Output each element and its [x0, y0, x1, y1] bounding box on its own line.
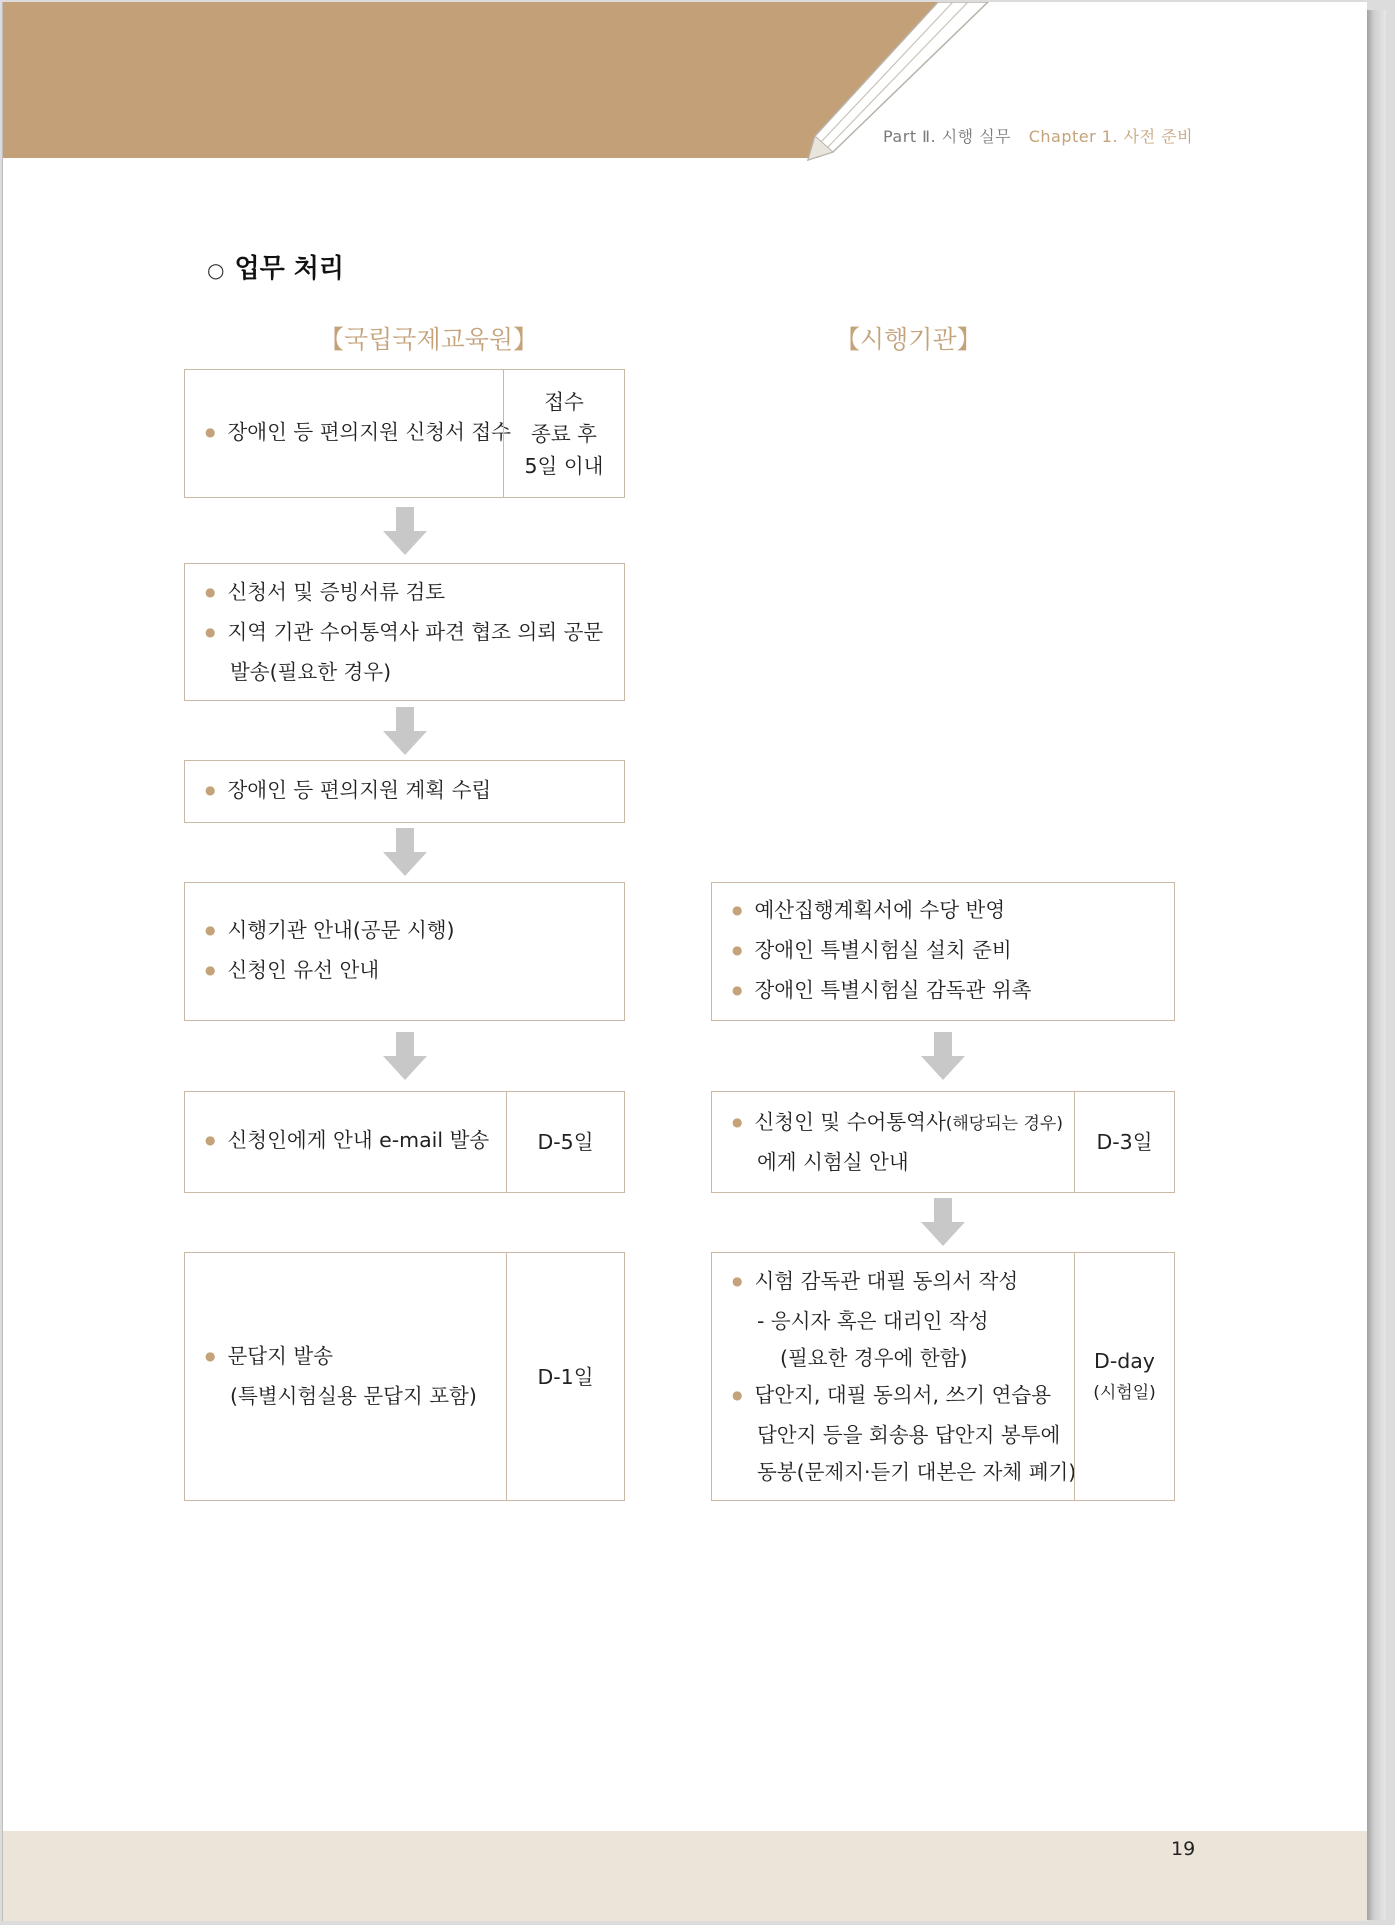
flow-step-exam-room-notice [711, 1091, 1175, 1193]
step-text: ● 장애인 등 편의지원 신청서 접수 [205, 414, 497, 454]
down-arrow-icon [921, 1032, 965, 1080]
timing-text: D-5일 [537, 1130, 594, 1154]
timing-text: D-3일 [1096, 1130, 1153, 1154]
down-arrow-icon [383, 1032, 427, 1080]
timing-text: D-day [1094, 1348, 1155, 1373]
step-text: (특별시험실용 문답지 포함) [230, 1384, 477, 1408]
step-text: ● 신청인 유선 안내 [205, 952, 618, 992]
step-text: ● 시행기관 안내(공문 시행) [205, 912, 618, 952]
running-header [883, 124, 1193, 147]
step-text: - 응시자 혹은 대리인 작성 [757, 1308, 989, 1333]
timing-text: 접수 [544, 389, 584, 414]
document-page [2, 2, 1367, 1921]
flow-step-institution-preparation [711, 882, 1175, 1021]
timing-text: (시험일) [1093, 1382, 1156, 1403]
step-text: ● 답안지, 대필 동의서, 쓰기 연습용 [732, 1377, 1068, 1417]
step-text: ● 문답지 발송 [205, 1338, 500, 1378]
step-text-note: (해당되는 경우) [945, 1113, 1063, 1134]
step-text: ● 장애인 특별시험실 설치 준비 [732, 932, 1168, 972]
step-text: ● 신청서 및 증빙서류 검토 [205, 574, 618, 614]
down-arrow-icon [921, 1198, 965, 1246]
step-text: ● 시험 감독관 대필 동의서 작성 [732, 1263, 1068, 1303]
step-text: 발송(필요한 경우) [230, 659, 392, 684]
section-title [207, 248, 344, 285]
step-text: 에게 시험실 안내 [757, 1149, 909, 1174]
step-text: ● 장애인 특별시험실 감독관 위촉 [732, 972, 1168, 1012]
step-text: (필요한 경우에 한함) [780, 1345, 968, 1370]
flow-step-support-plan [184, 760, 625, 823]
page-number: 19 [1171, 1838, 1196, 1860]
down-arrow-icon [383, 707, 427, 755]
timing-text: 5일 이내 [524, 453, 604, 478]
column-heading-left: 【국립국제교육원】 [319, 325, 539, 354]
page-edge-shadow [1366, 10, 1386, 1920]
step-text: 답안지 등을 회송용 답안지 봉투에 [757, 1422, 1061, 1447]
down-arrow-icon [383, 828, 427, 876]
down-arrow-icon [383, 507, 427, 555]
step-text: 동봉(문제지·듣기 대본은 자체 폐기) [757, 1459, 1077, 1484]
section-title-text: 업무 처리 [234, 254, 344, 284]
flow-step-receive-application [184, 369, 625, 498]
section-marker: ○ [207, 258, 225, 282]
step-text [732, 1104, 1068, 1144]
timing-text: D-1일 [537, 1364, 594, 1389]
column-heading-right: 【시행기관】 [835, 325, 982, 354]
step-text: ● 장애인 등 편의지원 계획 수립 [205, 772, 618, 812]
step-text-part: 신청인 및 수어통역사 [754, 1109, 946, 1134]
footer-band [3, 1831, 1367, 1921]
flow-step-notify-institution [184, 882, 625, 1021]
timing-text: 종료 후 [531, 421, 597, 446]
step-text: ● 지역 기관 수어통역사 파견 협조 의뢰 공문 [205, 614, 618, 654]
flow-step-send-papers [184, 1252, 625, 1501]
step-text: ● 예산집행계획서에 수당 반영 [732, 892, 1168, 932]
header-chapter: Chapter 1. 사전 준비 [1028, 127, 1194, 146]
flow-step-review-documents [184, 563, 625, 701]
step-text: ● 신청인에게 안내 e-mail 발송 [205, 1122, 500, 1162]
header-part: Part Ⅱ. 시행 실무 [883, 127, 1012, 146]
flow-step-exam-day [711, 1252, 1175, 1501]
flow-step-email-notice [184, 1091, 625, 1193]
